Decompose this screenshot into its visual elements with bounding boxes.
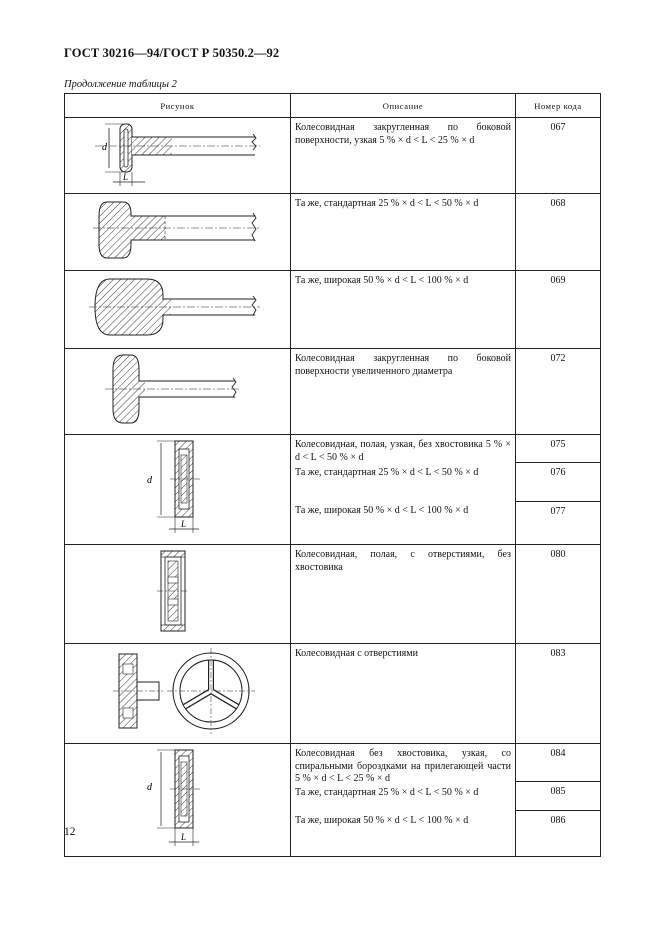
figure-wheel-with-holes (65, 644, 291, 738)
figure-wheel-wide (65, 271, 291, 343)
code-cell (516, 271, 601, 349)
dim-label-L: L (123, 172, 129, 182)
description-text: Колесовидная закругленная по боковой поверхности, узкая 5 % × d < L < 25 % × d (295, 122, 511, 146)
code-value: 083 (550, 648, 566, 659)
figure-cell (65, 118, 291, 194)
description-text: Колесовидная закругленная по боковой поверхности увеличенного диаметра (295, 353, 511, 377)
dim-label-d: d (147, 475, 152, 486)
table-row (65, 644, 601, 744)
description-cell (291, 644, 516, 744)
description-cell (291, 271, 516, 349)
code-cell (516, 644, 601, 744)
table-header-row (65, 94, 601, 118)
figure-wheel-standard (65, 194, 291, 265)
figure-cell (65, 194, 291, 271)
code-value: 068 (550, 198, 566, 209)
column-header-description: Описание (291, 94, 516, 118)
figure-cell (65, 349, 291, 435)
code-value: 077 (550, 506, 566, 517)
column-header-code: Номер кода (516, 94, 601, 118)
description-text: Та же, широкая 50 % × d < L < 100 % × d (295, 505, 469, 516)
description-cell (291, 194, 516, 271)
code-value: 076 (516, 463, 600, 502)
table-row (65, 435, 601, 545)
figure-wheel-narrow-rounded (65, 118, 291, 188)
description-cell (291, 349, 516, 435)
description-cell (291, 545, 516, 644)
description-cell (291, 118, 516, 194)
description-cell (291, 744, 516, 857)
description-text: Та же, стандартная 25 % × d < L < 50 % × d (295, 467, 479, 478)
description-text: Колесовидная, полая, узкая, без хвостовика 5 % × d < L < 50 % × d (295, 439, 511, 463)
figure-wheel-hollow (65, 435, 291, 539)
table-row (65, 545, 601, 644)
figure-cell (65, 435, 291, 545)
code-value: 072 (550, 353, 566, 364)
figure-cell (65, 644, 291, 744)
code-value: 069 (550, 275, 566, 286)
table-row (65, 744, 601, 857)
description-text: Та же, стандартная 25 % × d < L < 50 % × d (295, 198, 479, 209)
figure-cell (65, 271, 291, 349)
table-continuation-label: Продолжение таблицы 2 (64, 79, 177, 90)
figure-wheel-hollow-holes (65, 545, 291, 638)
table-row (65, 349, 601, 435)
description-text: Колесовидная с отверстиями (295, 648, 418, 659)
dim-label-d: d (147, 782, 152, 793)
description-text: Та же, широкая 50 % × d < L < 100 % × d (295, 275, 469, 286)
code-value: 084 (516, 744, 600, 782)
description-text: Колесовидная, полая, с отверстиями, без хвостовика (295, 549, 511, 573)
code-value: 075 (516, 435, 600, 463)
dim-label-L: L (181, 832, 187, 842)
code-value: 080 (550, 549, 566, 560)
page-number: 12 (64, 826, 76, 838)
code-cell (516, 118, 601, 194)
document-header: ГОСТ 30216—94/ГОСТ Р 50350.2—92 (64, 46, 280, 60)
code-value: 085 (516, 782, 600, 811)
table-row (65, 271, 601, 349)
code-value: 086 (550, 815, 566, 826)
code-value: 067 (550, 122, 566, 133)
code-cell (516, 349, 601, 435)
table-row (65, 118, 601, 194)
description-text: Та же, широкая 50 % × d < L < 100 % × d (295, 815, 469, 826)
description-text: Колесовидная без хвостовика, узкая, со спиральными бороздками на прилегающей части 5 % × d < L < 25 % × d (295, 748, 511, 784)
description-cell (291, 435, 516, 545)
code-cell (516, 545, 601, 644)
dim-label-d: d (102, 142, 107, 153)
code-cell (516, 744, 601, 857)
figure-wheel-spiral-grooves (65, 744, 291, 851)
column-header-figure: Рисунок (65, 94, 291, 118)
code-cell (516, 194, 601, 271)
dim-label-L: L (181, 519, 187, 529)
figure-wheel-large-diameter (65, 349, 291, 429)
code-table (64, 93, 601, 857)
code-cell (516, 435, 601, 545)
figure-cell (65, 545, 291, 644)
table-row (65, 194, 601, 271)
description-text: Та же, стандартная 25 % × d < L < 50 % × d (295, 787, 479, 798)
figure-cell (65, 744, 291, 857)
